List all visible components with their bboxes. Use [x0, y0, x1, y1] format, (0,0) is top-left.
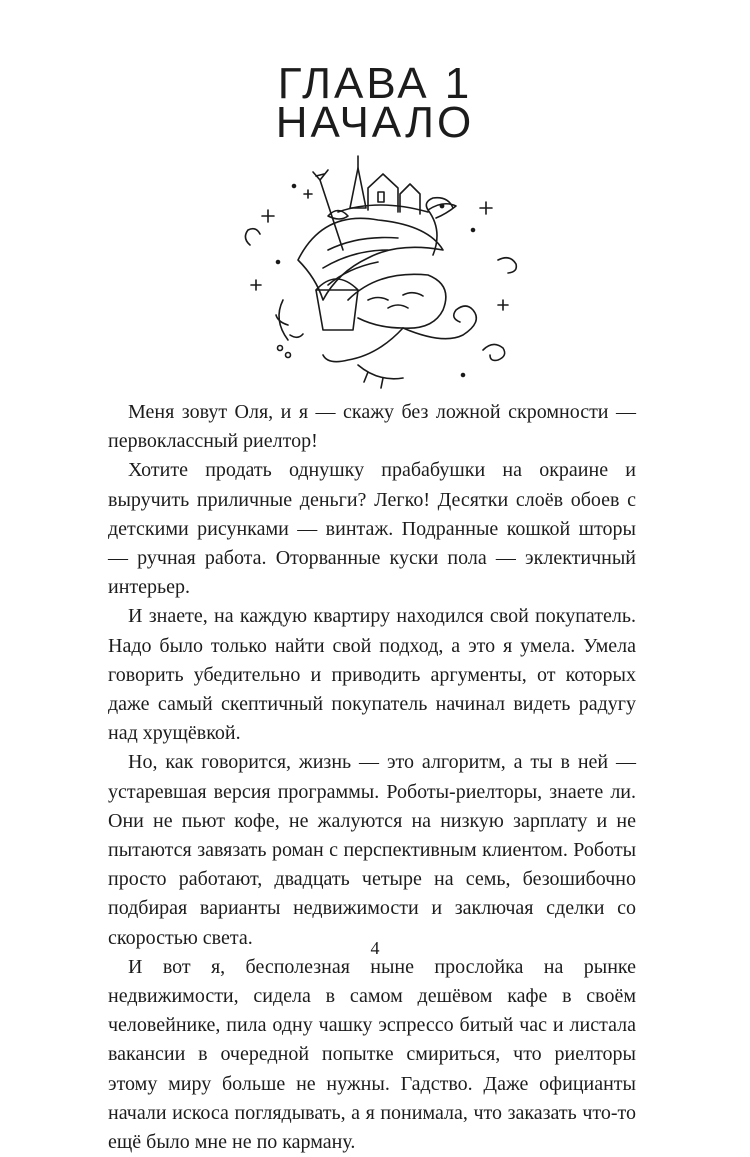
- chapter-number: ГЛАВА 1: [277, 59, 473, 108]
- castle-roof: [338, 205, 428, 212]
- chapter-title: НАЧАЛО: [275, 98, 475, 147]
- sparkle: [304, 190, 312, 198]
- dot: [472, 229, 475, 232]
- castle-tower: [350, 168, 366, 208]
- chapter-text: [108, 398, 636, 1157]
- sparkle: [498, 300, 508, 310]
- cloud-swirl: [245, 229, 260, 245]
- sparkle: [251, 280, 261, 290]
- berry: [278, 346, 283, 351]
- dot: [277, 261, 280, 264]
- sparkle: [480, 202, 492, 214]
- dragon-tail: [403, 306, 476, 339]
- cloud-swirl: [483, 344, 505, 360]
- page-number: 4: [370, 938, 380, 958]
- broom-head: [313, 170, 328, 180]
- paragraph: Но, как говорится, жизнь — это алгоритм, а ты в ней — устаревшая версия программы. Роботы-риелторы, знаете ли. Они не пьют кофе, не жалуются на низкую зарплату и не пытаются завязать роман с перспективным клиентом. Роботы просто работают, двадцать четыре на семь, безошибочно подбирая варианты недвижимости и заключая сделки со скоростью света.: [108, 751, 636, 949]
- broom-handle: [320, 180, 343, 250]
- dragon-scales: [368, 293, 423, 308]
- foliage: [276, 300, 303, 340]
- branch: [358, 365, 403, 388]
- dragon-wing: [298, 218, 443, 300]
- berry: [286, 353, 291, 358]
- tail-tip: [323, 328, 403, 362]
- castle-window: [378, 192, 384, 202]
- dragon-eye: [440, 204, 443, 207]
- sparkle: [262, 210, 274, 222]
- dragon-castle-illustration-icon: [228, 150, 528, 395]
- paragraph: Хотите продать однушку прабабушки на окраине и выручить приличные деньги? Легко! Десятки слоёв обоев с детскими рисунками — винтаж. Подранные кошкой шторы — ручная работа. Оторванные куски пола — эклектичный интерьер.: [108, 459, 636, 599]
- dot: [462, 374, 465, 377]
- dot: [293, 185, 296, 188]
- cloud-swirl: [498, 258, 516, 273]
- paragraph: Меня зовут Оля, и я — скажу без ложной скромности — первоклассный риелтор!: [108, 401, 636, 453]
- dragon-body: [348, 274, 446, 328]
- paragraph: И знаете, на каждую квартиру находился свой покупатель. Надо было только найти свой подход, а это я умела. Умела говорить убедительно и приводить аргументы, от которых даже самый скептичный покупатель начинал видеть радугу над хрущёвкой.: [108, 605, 636, 745]
- paragraph: И вот я, бесполезная ныне прослойка на рынке недвижимости, сидела в самом дешёвом кафе в своём человейнике, пила одну чашку эспрессо битый час и листала вакансии в очередной попытке смириться, что риелторы этому миру больше не нужны. Гадство. Даже официанты начали искоса поглядывать, а я понимала, что заказать что-то ещё было мне не по карману.: [108, 955, 636, 1154]
